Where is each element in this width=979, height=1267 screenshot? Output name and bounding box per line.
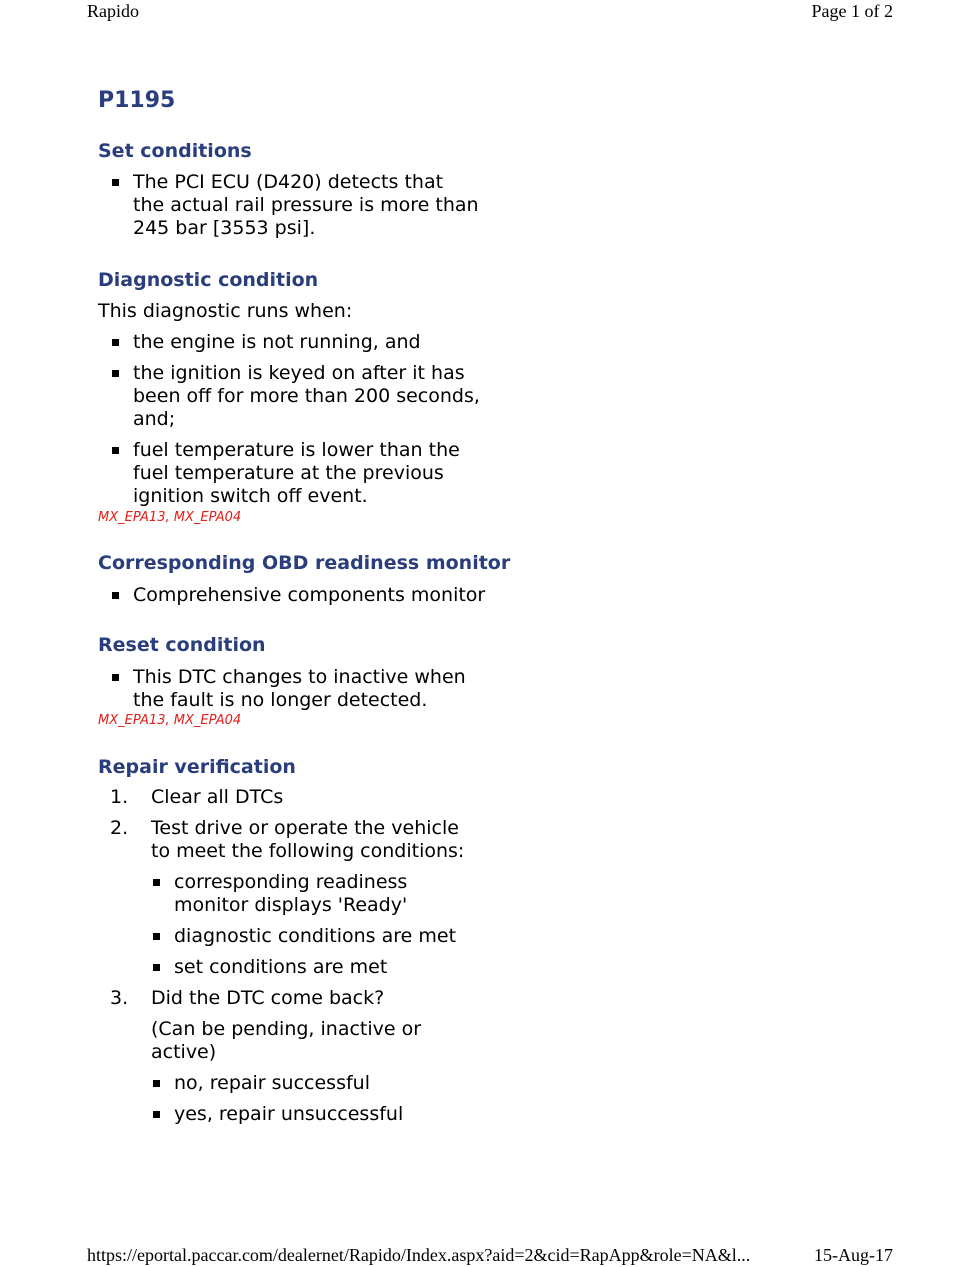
step-number: 2. xyxy=(110,817,129,839)
diagnostic-condition-item: the ignition is keyed on after it has been off for more than 200 seconds, and; xyxy=(133,362,480,430)
set-conditions-heading: Set conditions xyxy=(98,140,252,162)
obd-monitor-heading: Corresponding OBD readiness monitor xyxy=(98,552,511,574)
repair-step-sub-item: yes, repair unsuccessful xyxy=(174,1103,404,1125)
repair-step: 1. Clear all DTCs xyxy=(110,786,284,808)
page-footer-date: 15-Aug-17 xyxy=(814,1245,893,1265)
repair-verification-heading: Repair verification xyxy=(98,756,296,778)
page-header-page-number: Page 1 of 2 xyxy=(811,1,893,21)
obd-monitor-item: Comprehensive components monitor xyxy=(133,584,486,606)
set-conditions-item: The PCI ECU (D420) detects that the actual rail pressure is more than 245 bar [3553 psi]. xyxy=(133,171,479,239)
repair-step-sub-item: corresponding readiness monitor displays 'Ready' xyxy=(174,871,408,916)
repair-step-sub-item: no, repair successful xyxy=(174,1072,370,1094)
diagnostic-condition-item: the engine is not running, and xyxy=(133,331,421,353)
step-number: 3. xyxy=(110,987,129,1009)
reset-condition-item: This DTC changes to inactive when the fault is no longer detected. xyxy=(133,666,466,711)
page-footer-url: https://eportal.paccar.com/dealernet/Rapido/Index.aspx?aid=2&cid=RapApp&role=NA&l... xyxy=(87,1245,751,1265)
engine-model-reference: MX_EPA13, MX_EPA04 xyxy=(98,713,242,728)
page-title: P1195 xyxy=(98,88,176,113)
diagnostic-condition-item: fuel temperature is lower than the fuel temperature at the previous ignition switch off event. xyxy=(133,439,460,507)
page-header-app-name: Rapido xyxy=(87,1,139,21)
repair-step-sub-item: diagnostic conditions are met xyxy=(174,925,457,947)
repair-step-sub-item: set conditions are met xyxy=(174,956,388,978)
repair-step: 3. Did the DTC come back? xyxy=(110,987,385,1009)
diagnostic-condition-intro: This diagnostic runs when: xyxy=(98,300,353,322)
repair-step-note: (Can be pending, inactive or active) xyxy=(151,1018,422,1063)
step-number: 1. xyxy=(110,786,129,808)
repair-step: 2. Test drive or operate the vehicle to meet the following conditions: xyxy=(110,817,465,862)
diagnostic-condition-heading: Diagnostic condition xyxy=(98,269,319,291)
reset-condition-heading: Reset condition xyxy=(98,634,266,656)
engine-model-reference: MX_EPA13, MX_EPA04 xyxy=(98,510,242,525)
